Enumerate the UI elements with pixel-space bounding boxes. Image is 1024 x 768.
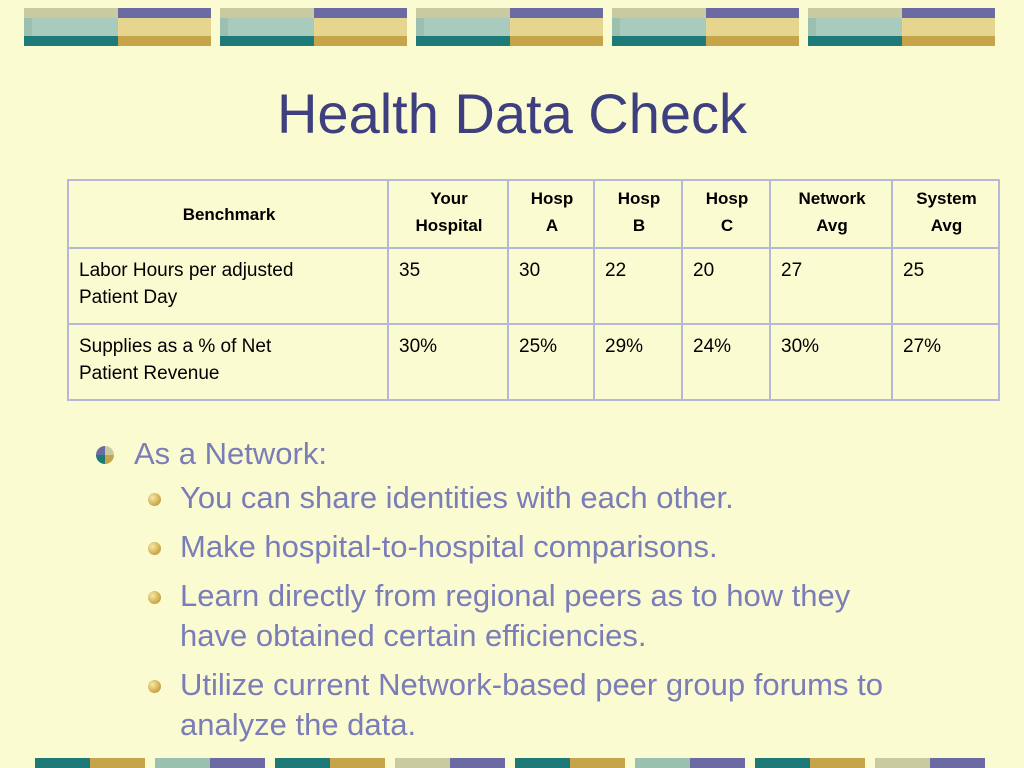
list-item xyxy=(148,665,996,745)
dot-bullet-icon xyxy=(148,493,161,506)
header-label: Hosp xyxy=(705,189,749,208)
band-segment xyxy=(755,758,810,768)
sub-bullet-list xyxy=(148,478,996,745)
band-tile xyxy=(416,8,603,46)
band-segment xyxy=(90,758,145,768)
header-your-hospital xyxy=(388,180,508,248)
row-label: Supplies as a % of Net xyxy=(79,336,272,357)
table-cell: 27% xyxy=(892,324,999,400)
benchmark-table xyxy=(67,179,1000,401)
table-cell: 27 xyxy=(770,248,892,324)
list-item xyxy=(148,478,996,518)
table-cell: 25 xyxy=(892,248,999,324)
table-cell: 22 xyxy=(594,248,682,324)
band-segment xyxy=(395,758,450,768)
header-label: Avg xyxy=(816,216,848,235)
table-cell: 20 xyxy=(682,248,770,324)
band-tile xyxy=(220,8,407,46)
table-cell: 30 xyxy=(508,248,594,324)
band-tile xyxy=(612,8,799,46)
row-label: Labor Hours per adjusted xyxy=(79,260,294,281)
dot-bullet-icon xyxy=(148,542,161,555)
row-label-cell xyxy=(68,324,388,400)
band-segment xyxy=(450,758,505,768)
band-segment xyxy=(930,758,985,768)
bullet-heading xyxy=(96,432,996,476)
slide-title: Health Data Check xyxy=(276,82,747,145)
top-decorative-band xyxy=(24,8,1000,46)
quartered-circle-bullet-icon xyxy=(96,446,114,464)
band-segment xyxy=(330,758,385,768)
header-label: Hosp xyxy=(530,189,574,208)
table-row xyxy=(68,324,999,400)
header-system-avg xyxy=(892,180,999,248)
table-header-row xyxy=(68,180,999,248)
band-segment xyxy=(690,758,745,768)
band-segment xyxy=(515,758,570,768)
table-cell: 30% xyxy=(770,324,892,400)
table-cell: 35 xyxy=(388,248,508,324)
band-segment xyxy=(875,758,930,768)
list-item-text: Utilize current Network-based peer group forums to xyxy=(180,667,883,702)
header-label: A xyxy=(545,216,559,235)
header-label: C xyxy=(720,216,734,235)
header-hosp-b xyxy=(594,180,682,248)
header-label: Your xyxy=(430,189,468,208)
band-segment xyxy=(210,758,265,768)
list-item xyxy=(148,576,996,656)
header-label: Hosp xyxy=(617,189,661,208)
list-item-text: have obtained certain efficiencies. xyxy=(180,618,647,653)
bottom-decorative-band xyxy=(35,758,995,768)
band-tile xyxy=(24,8,211,46)
header-label: System xyxy=(916,189,977,208)
list-item-text: Make hospital-to-hospital comparisons. xyxy=(180,529,718,564)
row-label-cell xyxy=(68,248,388,324)
header-hosp-c xyxy=(682,180,770,248)
dot-bullet-icon xyxy=(148,591,161,604)
header-label: Benchmark xyxy=(182,204,276,224)
row-label: Patient Revenue xyxy=(79,363,220,384)
list-item-text: Learn directly from regional peers as to how they xyxy=(180,578,851,613)
table-row xyxy=(68,248,999,324)
band-segment xyxy=(810,758,865,768)
header-benchmark xyxy=(68,180,388,248)
table-cell: 30% xyxy=(388,324,508,400)
band-segment xyxy=(35,758,90,768)
band-segment xyxy=(635,758,690,768)
bullet-section xyxy=(96,432,996,754)
list-item xyxy=(148,527,996,567)
header-label: Avg xyxy=(930,216,963,235)
table-cell: 24% xyxy=(682,324,770,400)
header-label: Network xyxy=(798,189,866,208)
header-hosp-a xyxy=(508,180,594,248)
list-item-text: analyze the data. xyxy=(180,707,417,742)
band-tile xyxy=(808,8,995,46)
band-segment xyxy=(570,758,625,768)
table-cell: 25% xyxy=(508,324,594,400)
bullet-heading-text: As a Network: xyxy=(134,436,327,471)
header-network-avg xyxy=(770,180,892,248)
table-cell: 29% xyxy=(594,324,682,400)
band-segment xyxy=(275,758,330,768)
header-label: Hospital xyxy=(415,216,483,235)
dot-bullet-icon xyxy=(148,680,161,693)
list-item-text: You can share identities with each other. xyxy=(180,480,734,515)
header-label: B xyxy=(632,216,646,235)
row-label: Patient Day xyxy=(79,287,178,308)
band-segment xyxy=(155,758,210,768)
